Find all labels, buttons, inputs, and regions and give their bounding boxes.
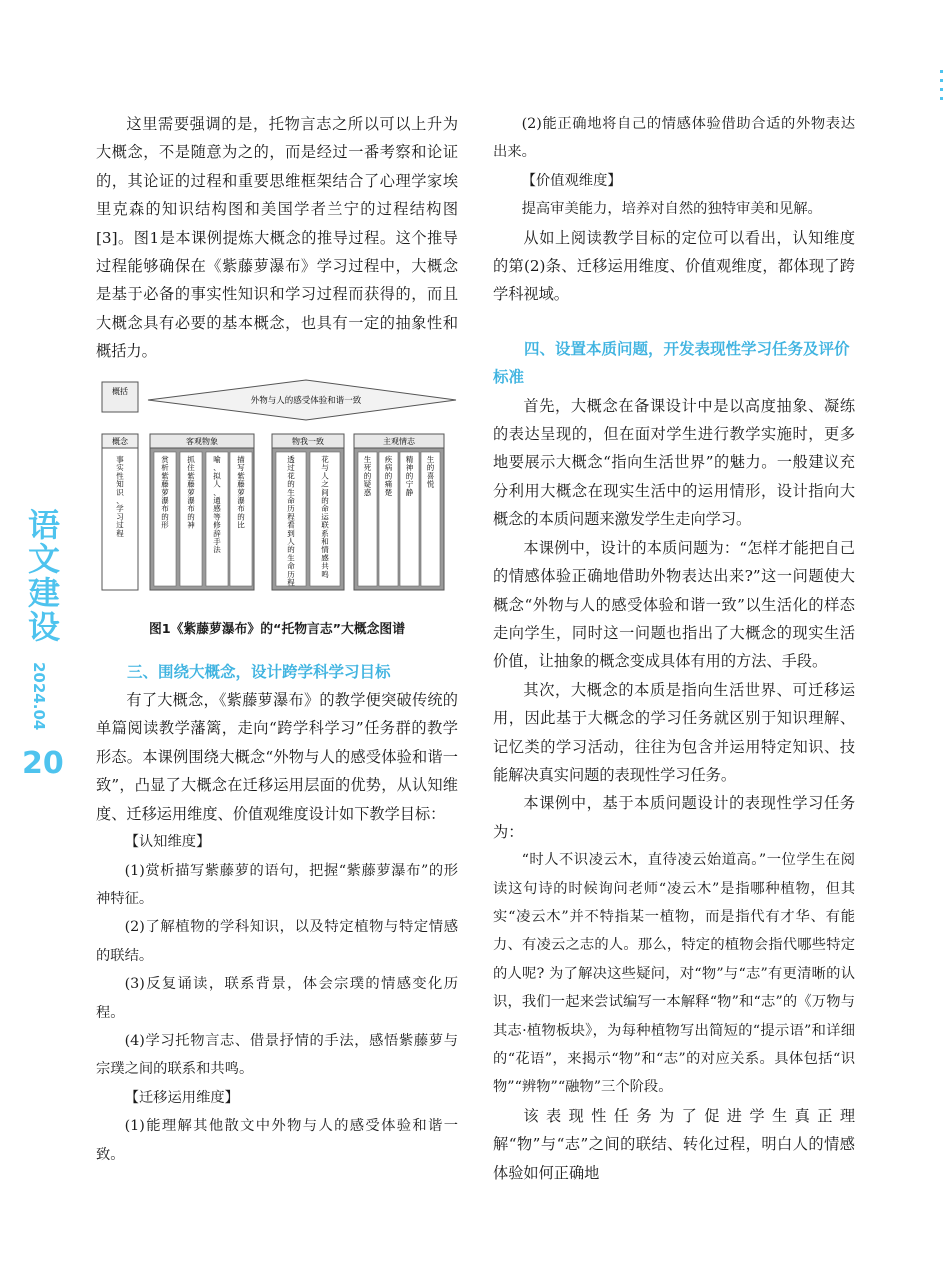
paragraph: 首先，大概念在备课设计中是以高度抽象、凝练的表达呈现的，但在面对学生进行教学实施时，更多地要展示大概念“指向生活世界”的魅力。一般建议充分利用大概念在现实生活中的运用情形，设计指向大概念的本质问题来激发学生走向学习。 xyxy=(493,396,855,529)
list-item: 【价值观维度】 xyxy=(521,172,622,189)
unity-col-2: 花与人之间的命运联系和情感共鸣 xyxy=(321,454,329,579)
subjective-col-2: 疾病的痛楚 xyxy=(384,454,393,497)
paragraph: 该表现性任务为了促进学生真正理解“物”与“志”之间的联结、转化过程，明白人的情感体验如何正确地 xyxy=(493,1106,855,1182)
subjective-col-1: 生死的疑惑 xyxy=(363,454,372,497)
right-column xyxy=(493,110,855,1187)
concept-diagram xyxy=(96,376,458,612)
subjective-col-3: 精神的宁静 xyxy=(405,454,414,497)
paragraph: 有了大概念，《紫藤萝瀑布》的教学便突破传统的单篇阅读教学藩篱，走向“跨学科学习”任务群的教学形态。本课例围绕大概念“外物与人的感受体验和谐一致”，凸显了大概念在迁移运用层面的优势，从认知维度、迁移运用维度、价值观维度设计如下教学目标： xyxy=(96,691,458,823)
paragraph: 本课例中，设计的本质问题为：“怎样才能把自己的情感体验正确地借助外物表达出来?”这一问题使大概念“外物与人的感受体验和谐一致”以生活化的样态走向学生，同时这一问题也指出了大概念的现实生活价值，让抽象的概念变成具体有用的方法、手段。 xyxy=(493,538,855,671)
list-item: (1)能理解其他散文中外物与人的感受体验和谐一致。 xyxy=(96,1118,458,1163)
objective-col-3: 喻、拟人、通感等修辞手法 xyxy=(213,454,221,554)
paragraph: 本课例中，基于本质问题设计的表现性学习任务为： xyxy=(493,794,855,841)
edge-marks xyxy=(940,70,944,106)
list-item: (2)了解植物的学科知识，以及特定植物与特定情感的联结。 xyxy=(96,919,458,964)
issue-number: 2024.04 xyxy=(30,662,48,731)
journal-name: 语文建设 xyxy=(23,508,61,644)
left-column xyxy=(96,110,458,1169)
list-item: (2)能正确地将自己的情感体验借助合适的外物表达出来。 xyxy=(493,116,855,161)
objective-title: 客观物象 xyxy=(186,436,218,446)
concept-diagram-svg xyxy=(96,376,458,612)
list-item: (3)反复诵读，联系背景，体会宗璞的情感变化历程。 xyxy=(96,976,458,1021)
page-number: 20 xyxy=(22,746,64,782)
figure-caption: 图1《紫藤萝瀑布》的“托物言志”大概念图谱 xyxy=(148,621,406,637)
objective-col-2: 抓住紫藤萝瀑布的神 xyxy=(187,454,195,530)
objective-col-1: 赏析紫藤萝瀑布的形 xyxy=(161,454,169,530)
section-heading-4: 四、设置本质问题，开发表现性学习任务及评价标准 xyxy=(493,339,850,387)
side-banner xyxy=(22,508,62,781)
list-item: (4)学习托物言志、借景抒情的手法，感悟紫藤萝与宗璞之间的联系和共鸣。 xyxy=(96,1032,458,1078)
unity-col-1: 透过花的生命历程看到人的生命历程 xyxy=(287,454,295,587)
summary-label: 概括 xyxy=(112,386,128,396)
list-item: 【迁移运用维度】 xyxy=(124,1089,239,1106)
list-item: 【认知维度】 xyxy=(124,834,211,851)
objective-col-4: 描写紫藤萝瀑布的比 xyxy=(237,454,245,530)
subjective-title: 主观情志 xyxy=(383,436,415,446)
big-concept-text: 外物与人的感受体验和谐一致 xyxy=(250,395,362,406)
task-text: “时人不识凌云木，直待凌云始道高。”一位学生在阅读这句诗的时候询问老师“凌云木”是指哪种植物，但其实“凌云木”并不特指某一植物，而是指代有才华、有能力、有凌云之志的人。那么，特定的植物会指代哪些特定的人呢? 为了解决这些疑问，对“物”与“志”有更清晰的认识，我们一起来尝试编写一本解释“物”和“志”的《万物与其志·植物板块》，为每种植物写出简短的“提示语”和详细的“花语”，来揭示“物”和“志”的对应关系。具体包括“识物”“辨物”“融物”三个阶段。 xyxy=(493,852,855,1096)
list-item: (1)赏析描写紫藤萝的语句，把握“紫藤萝瀑布”的形神特征。 xyxy=(96,862,458,907)
paragraph: 这里需要强调的是，托物言志之所以可以上升为大概念，不是随意为之的，而是经过一番考察和论证的，其论证的过程和重要思维框架结合了心理学家埃里克森的知识结构图和美国学者兰宁的过程结构图[3]。图1是本课例提炼大概念的推导过程。这个推导过程能够确保在《紫藤萝瀑布》学习过程中，大概念是基于必备的事实性知识和学习过程而获得的，而且大概念具有必要的基本概念，也具有一定的抽象性和概括力。 xyxy=(96,115,458,361)
paragraph: 其次，大概念的本质是指向生活世界、可迁移运用，因此基于大概念的学习任务就区别于知识理解、记忆类的学习活动，往往为包含并运用特定知识、技能解决真实问题的表现性学习任务。 xyxy=(493,680,855,784)
unity-title: 物我一致 xyxy=(292,436,324,446)
section-heading-3: 三、围绕大概念，设计跨学科学习目标 xyxy=(127,662,391,681)
paragraph: 从如上阅读教学目标的定位可以看出，认知维度的第(2)条、迁移运用维度、价值观维度，都体现了跨学科视域。 xyxy=(493,228,855,304)
list-item: 提高审美能力，培养对自然的独特审美和见解。 xyxy=(521,201,822,218)
subjective-col-4: 生的喜悦 xyxy=(426,454,435,489)
concept-column-text: 事实性知识、学习过程 xyxy=(116,454,124,538)
concept-label: 概念 xyxy=(112,436,128,446)
